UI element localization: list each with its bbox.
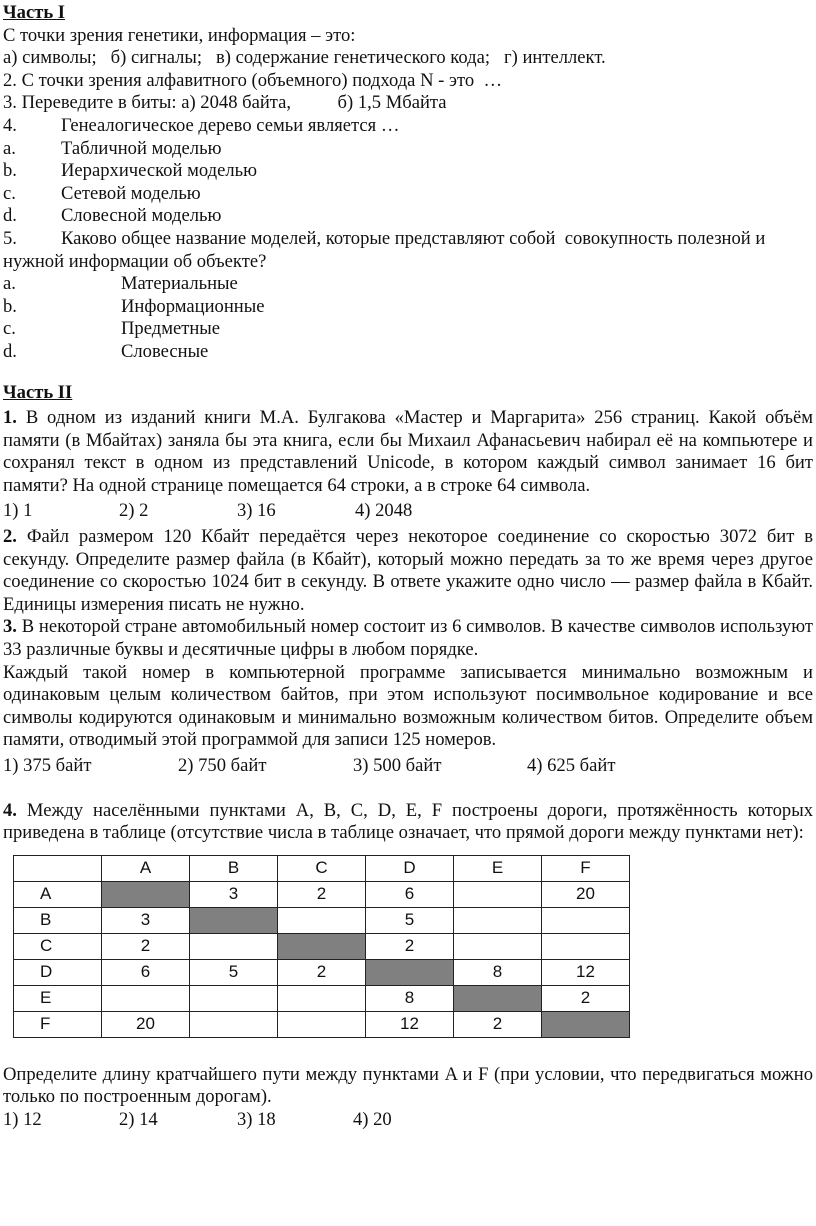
row-header: D <box>14 959 102 985</box>
table-cell: 2 <box>542 985 630 1011</box>
q4-option <box>3 183 813 206</box>
table-cell <box>190 1011 278 1037</box>
table-cell: 6 <box>102 959 190 985</box>
row-header: B <box>14 907 102 933</box>
part2-title: Часть II <box>3 381 73 403</box>
p2-q4-question: Определите длину кратчайшего пути между пунктами A и F (при условии, что передвигаться можно только по построенным дорогам). <box>3 1063 813 1108</box>
column-header: C <box>278 855 366 881</box>
q5-text-line2: нужной информации об объекте? <box>3 250 267 272</box>
option-letter: c. <box>3 318 16 340</box>
answer-option: 3) 500 байт <box>353 755 442 776</box>
p2-q4-options <box>3 1109 813 1132</box>
p2-q2-number: 2. <box>3 526 17 548</box>
q0-options: а) символы; б) сигналы; в) содержание генетического кода; г) интеллект. <box>3 47 606 69</box>
table-corner-cell <box>14 855 102 881</box>
table-cell: 20 <box>542 881 630 907</box>
q4-option <box>3 205 813 228</box>
table-row <box>14 959 630 985</box>
option-text: Словесные <box>121 340 209 362</box>
option-text: Иерархической моделью <box>61 160 257 182</box>
option-letter: d. <box>3 340 17 362</box>
answer-option: 4) 2048 <box>355 500 413 522</box>
column-header: E <box>454 855 542 881</box>
table-row <box>14 907 630 933</box>
option-letter: d. <box>3 205 17 227</box>
row-header: F <box>14 1011 102 1037</box>
row-header: A <box>14 881 102 907</box>
option-text: Сетевой моделью <box>61 182 201 204</box>
q5-option <box>3 341 813 364</box>
q5-question <box>3 228 813 251</box>
answer-option: 3) 16 <box>237 500 276 522</box>
answer-option: 2) 2 <box>119 500 149 522</box>
option-letter: b. <box>3 295 17 317</box>
table-header-row <box>14 855 630 881</box>
answer-option: 3) 18 <box>237 1108 276 1130</box>
table-cell: 2 <box>278 881 366 907</box>
p2-q2-text: Файл размером 120 Кбайт передаётся через некоторое соединение со скоростью 3072 бит в секунду. Определите размер файла (в Кбайт), который можно передать за то же время через другое соединение со скоростью 1024 бит в секунду. В ответе укажите одно число — размер файла в Кбайт. Единицы измерения писать не нужно. <box>3 526 813 615</box>
document-page <box>3 2 813 1132</box>
table-cell <box>190 985 278 1011</box>
option-letter: c. <box>3 182 16 204</box>
q4-option <box>3 138 813 161</box>
table-cell: 2 <box>366 933 454 959</box>
table-cell <box>278 907 366 933</box>
option-text: Материальные <box>121 273 238 295</box>
p2-q3-text2: Каждый такой номер в компьютерной программе записывается минимально возможным и одинаковым целым количеством байтов, при этом используют посимвольное кодирование и все символы кодируются одинаковым и минимально возможным количеством битов. Определите объем памяти, отводимый этой программой для записи 125 номеров. <box>3 661 813 751</box>
table-cell: 2 <box>102 933 190 959</box>
q2-text: 2. С точки зрения алфавитного (объемного) подхода N - это … <box>3 69 503 91</box>
q0-text: С точки зрения генетики, информация – это: <box>3 24 356 46</box>
table-row <box>14 985 630 1011</box>
q4-text: Генеалогическое дерево семьи является … <box>61 114 400 136</box>
table-cell: 2 <box>454 1011 542 1037</box>
table-cell <box>454 933 542 959</box>
table-cell: 12 <box>542 959 630 985</box>
p2-q1-number: 1. <box>3 407 17 429</box>
table-cell-diagonal <box>190 907 278 933</box>
table-cell: 5 <box>366 907 454 933</box>
p2-q3-text: В некоторой стране автомобильный номер состоит из 6 символов. В качестве символов используют 33 различные буквы и десятичные цифры в любом порядке. <box>3 616 813 661</box>
table-cell <box>542 907 630 933</box>
table-cell: 2 <box>278 959 366 985</box>
table-cell <box>102 985 190 1011</box>
table-cell: 20 <box>102 1011 190 1037</box>
q4-option <box>3 160 813 183</box>
option-letter: a. <box>3 137 16 159</box>
q4-question <box>3 115 813 138</box>
q4-options <box>3 138 813 228</box>
column-header: B <box>190 855 278 881</box>
answer-option: 2) 14 <box>119 1108 158 1130</box>
option-text: Информационные <box>121 295 265 317</box>
p2-q3 <box>3 616 813 661</box>
table-cell-diagonal <box>366 959 454 985</box>
table-cell: 3 <box>102 907 190 933</box>
table-row <box>14 1011 630 1037</box>
answer-option: 1) 12 <box>3 1108 42 1130</box>
p2-q1-options <box>3 500 813 523</box>
table-cell-diagonal <box>278 933 366 959</box>
answer-option: 4) 625 байт <box>527 755 616 776</box>
row-header: C <box>14 933 102 959</box>
table-cell: 6 <box>366 881 454 907</box>
part1-title: Часть I <box>3 2 66 23</box>
option-text: Предметные <box>121 318 221 340</box>
table-cell: 3 <box>190 881 278 907</box>
distance-table-wrap <box>13 855 813 1038</box>
row-header: E <box>14 985 102 1011</box>
table-cell-diagonal <box>102 881 190 907</box>
table-cell <box>542 933 630 959</box>
p2-q4-number: 4. <box>3 799 17 821</box>
column-header: F <box>542 855 630 881</box>
p2-q1-text: В одном из изданий книги М.А. Булгакова «Мастер и Маргарита» 256 страниц. Какой объём памяти (в Мбайтах) заняла бы эта книга, если бы Михаил Афанасьевич набирал её на компьютере и сохранял текст в одном из представлений Unicode, в котором каждый символ занимает 16 бит памяти? На одной странице помещается 64 строки, а в строке 64 символа. <box>3 407 813 496</box>
q5-number: 5. <box>3 227 17 249</box>
p2-q3-options <box>3 755 813 778</box>
table-row <box>14 881 630 907</box>
option-letter: b. <box>3 160 17 182</box>
column-header: D <box>366 855 454 881</box>
p2-q4-text: Между населёнными пунктами A, B, C, D, E, F построены дороги, протяжённость которых приведена в таблице (отсутствие числа в таблице означает, что прямой дороги между пунктами нет): <box>3 799 814 844</box>
q5-option <box>3 273 813 296</box>
option-text: Табличной моделью <box>61 137 222 159</box>
column-header: A <box>102 855 190 881</box>
p2-q2 <box>3 526 813 616</box>
option-letter: a. <box>3 273 16 295</box>
answer-option: 2) 750 байт <box>178 755 267 776</box>
table-cell-diagonal <box>542 1011 630 1037</box>
answer-option: 1) 1 <box>3 500 33 522</box>
q3-text: 3. Переведите в биты: а) 2048 байта, б) 1,5 Мбайта <box>3 92 447 114</box>
table-cell <box>278 1011 366 1037</box>
q5-option <box>3 296 813 319</box>
q5-text-line1: Каково общее название моделей, которые представляют собой совокупность полезной и <box>61 227 766 249</box>
answer-option: 1) 375 байт <box>3 755 92 776</box>
q5-option <box>3 318 813 341</box>
table-cell: 5 <box>190 959 278 985</box>
p2-q1 <box>3 407 813 497</box>
table-cell: 8 <box>366 985 454 1011</box>
table-cell <box>454 907 542 933</box>
table-cell: 8 <box>454 959 542 985</box>
option-text: Словесной моделью <box>61 205 222 227</box>
table-cell <box>190 933 278 959</box>
table-cell <box>454 881 542 907</box>
answer-option: 4) 20 <box>353 1108 392 1130</box>
table-row <box>14 933 630 959</box>
p2-q4 <box>3 800 813 845</box>
table-cell-diagonal <box>454 985 542 1011</box>
distance-table <box>13 855 630 1038</box>
p2-q3-number: 3. <box>3 616 17 638</box>
q4-number: 4. <box>3 114 17 136</box>
table-cell: 12 <box>366 1011 454 1037</box>
table-cell <box>278 985 366 1011</box>
q5-options <box>3 273 813 363</box>
